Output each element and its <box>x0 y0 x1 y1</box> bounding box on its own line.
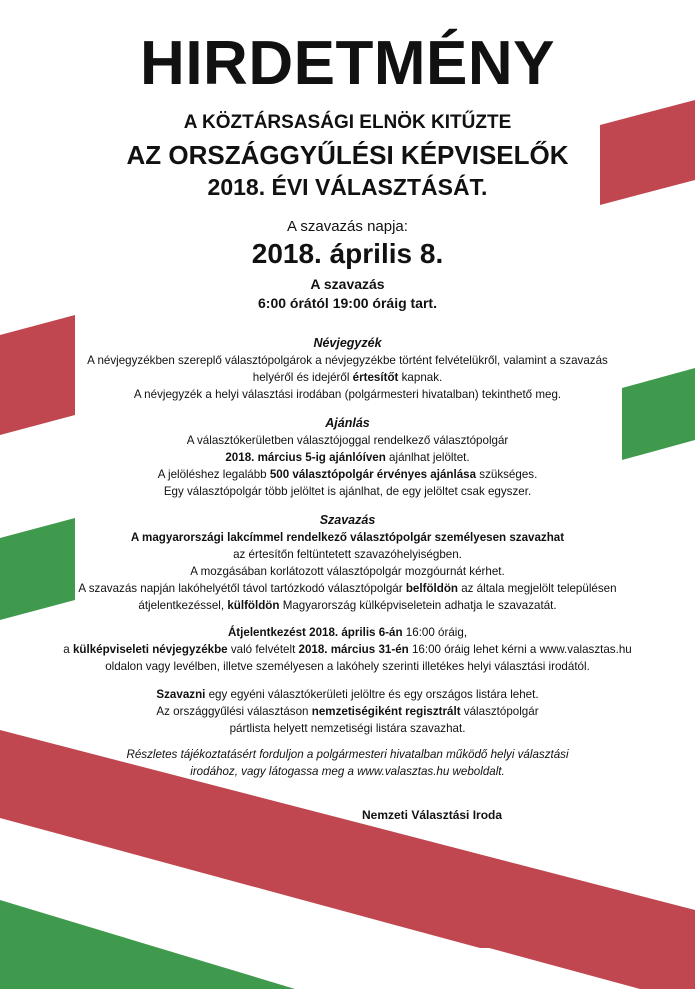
vote-hours-label: A szavazás <box>310 276 385 292</box>
section-title-ajanlas: Ajánlás <box>325 416 370 430</box>
nevjegyzek-line-3: A névjegyzék a helyi választási irodában (polgármesteri hivatalban) tekinthető meg. <box>133 388 562 401</box>
vote-date: 2018. április 8. <box>251 238 444 269</box>
nevjegyzek-line-1: A névjegyzékben szereplő választópolgárok a névjegyzékbe történt felvételükről, valamint a szavazás <box>87 354 608 367</box>
headline-line-3: 2018. ÉVI VÁLASZTÁSÁT. <box>207 174 488 200</box>
lista-line-3: pártlista helyett nemzetiségi listára szavazhat. <box>229 722 466 735</box>
signature: Nemzeti Választási Iroda <box>362 808 503 822</box>
ajanlas-line-4: Egy választópolgár több jelöltet is ajánlhat, de egy jelöltet csak egyszer. <box>163 485 532 498</box>
headline-line-1: A KÖZTÁRSASÁGI ELNÖK KITŰZTE <box>183 112 512 133</box>
atjelentkezes-line-2: a külképviseleti névjegyzékbe való felvételt 2018. március 31-én 16:00 óráig lehet kérni a www.valasztas.hu <box>63 643 632 656</box>
nevjegyzek-line-2: helyéről és idejéről értesítőt kapnak. <box>252 371 443 384</box>
ajanlas-line-1: A választókerületben választójoggal rendelkező választópolgár <box>186 434 509 447</box>
page-title: HIRDETMÉNY <box>140 29 555 98</box>
lista-line-2: Az országgyűlési választáson nemzetiségiként regisztrált választópolgár <box>156 705 539 718</box>
section-title-szavazas: Szavazás <box>319 513 376 527</box>
ajanlas-line-2: 2018. március 5-ig ajánlóíven ajánlhat jelöltet. <box>225 451 470 464</box>
vote-day-label: A szavazás napja: <box>287 218 408 235</box>
atjelentkezes-line-3: oldalon vagy levélben, illetve személyesen a lakóhely szerinti illetékes helyi választási irodától. <box>105 660 590 673</box>
szavazas-line-1: A magyarországi lakcímmel rendelkező választópolgár személyesen szavazhat <box>130 531 565 544</box>
lista-line-1: Szavazni egy egyéni választókerületi jelöltre és egy országos listára lehet. <box>156 688 539 701</box>
info-line-1: Részletes tájékoztatásért forduljon a polgármesteri hivatalban működő helyi választási <box>126 748 569 761</box>
green-band-bottom <box>0 900 295 989</box>
section-title-nevjegyzek: Névjegyzék <box>313 336 382 350</box>
info-line-2: irodához, vagy látogassa meg a www.valasztas.hu weboldalt. <box>190 765 505 778</box>
szavazas-line-4: A szavazás napján lakóhelyétől távol tartózkodó választópolgár belföldön az általa megjelölt településen <box>78 582 617 595</box>
ajanlas-line-3: A jelöléshez legalább 500 választópolgár érvényes ajánlása szükséges. <box>157 468 538 481</box>
vote-hours: 6:00 órától 19:00 óráig tart. <box>258 295 437 311</box>
atjelentkezes-line-1: Átjelentkezést 2018. április 6-án 16:00 óráig, <box>227 626 468 639</box>
szavazas-line-2: az értesítőn feltüntetett szavazóhelyiségben. <box>233 548 462 561</box>
szavazas-line-3: A mozgásában korlátozott választópolgár mozgóurnát kérhet. <box>190 565 505 578</box>
headline-line-2: AZ ORSZÁGGYŰLÉSI KÉPVISELŐK <box>126 140 569 170</box>
szavazas-line-5: átjelentkezéssel, külföldön Magyarország külképviseletein adhatja le szavazatát. <box>138 599 557 612</box>
